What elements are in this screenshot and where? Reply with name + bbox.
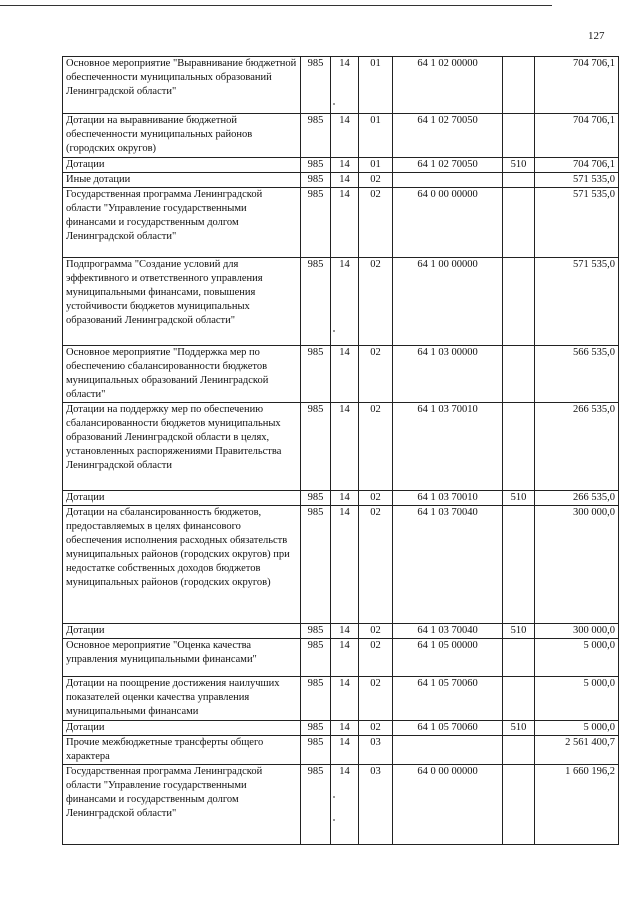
subsection-code-cell: 01: [359, 114, 393, 158]
expense-type-cell: [503, 188, 535, 258]
page-number: 127: [588, 30, 605, 42]
row-name-cell: Основное мероприятие "Выравнивание бюджетной обеспеченности муниципальных образований Ленинградской области": [63, 57, 301, 114]
expense-type-cell: [503, 736, 535, 765]
section-code-cell: 14: [331, 506, 359, 624]
subsection-code-cell: 01: [359, 57, 393, 114]
target-article-cell: 64 1 02 70050: [393, 114, 503, 158]
ministry-code-cell: 985: [301, 677, 331, 721]
table-row: [63, 173, 619, 188]
section-code-cell: 14: [331, 158, 359, 173]
table-row: [63, 188, 619, 258]
amount-cell: 571 535,0: [535, 188, 619, 258]
section-code-cell: 14: [331, 258, 359, 346]
table-row: [63, 258, 619, 346]
section-code-cell: 14: [331, 114, 359, 158]
amount-cell: 704 706,1: [535, 114, 619, 158]
row-name-cell: Основное мероприятие "Поддержка мер по обеспечению сбалансированности бюджетов муниципальных образований Ленинградской области": [63, 346, 301, 403]
expense-type-cell: 510: [503, 624, 535, 639]
ministry-code-cell: 985: [301, 506, 331, 624]
target-article-cell: 64 1 03 70040: [393, 506, 503, 624]
target-article-cell: 64 1 03 00000: [393, 346, 503, 403]
target-article-cell: [393, 736, 503, 765]
row-name-cell: Государственная программа Ленинградской области "Управление государственными финансами и государственным долгом Ленинградской области": [63, 188, 301, 258]
scan-speck: [333, 796, 335, 798]
amount-cell: 571 535,0: [535, 173, 619, 188]
amount-cell: 5 000,0: [535, 721, 619, 736]
target-article-cell: 64 1 02 00000: [393, 57, 503, 114]
target-article-cell: 64 0 00 00000: [393, 765, 503, 845]
subsection-code-cell: 02: [359, 491, 393, 506]
ministry-code-cell: 985: [301, 639, 331, 677]
section-code-cell: 14: [331, 188, 359, 258]
ministry-code-cell: 985: [301, 403, 331, 491]
section-code-cell: 14: [331, 57, 359, 114]
row-name-cell: Дотации на сбалансированность бюджетов, предоставляемых в целях финансового обеспечения исполнения расходных обязательств муниципальных районов (городских округов) при недостатке собственных доходов бюджетов муниципальных районов (городских округов): [63, 506, 301, 624]
section-code-cell: 14: [331, 403, 359, 491]
table-row: [63, 765, 619, 845]
table-row: [63, 114, 619, 158]
target-article-cell: 64 1 03 70010: [393, 491, 503, 506]
row-name-cell: Основное мероприятие "Оценка качества управления муниципальными финансами": [63, 639, 301, 677]
ministry-code-cell: 985: [301, 258, 331, 346]
amount-cell: 571 535,0: [535, 258, 619, 346]
row-name-cell: Дотации: [63, 721, 301, 736]
row-name-cell: Иные дотации: [63, 173, 301, 188]
amount-cell: 300 000,0: [535, 506, 619, 624]
amount-cell: 704 706,1: [535, 158, 619, 173]
target-article-cell: 64 1 05 70060: [393, 677, 503, 721]
table-body: [63, 57, 619, 845]
expense-type-cell: [503, 639, 535, 677]
table-row: [63, 639, 619, 677]
row-name-cell: Дотации: [63, 158, 301, 173]
table-row: [63, 721, 619, 736]
section-code-cell: 14: [331, 173, 359, 188]
scan-speck: [333, 103, 335, 105]
row-name-cell: Государственная программа Ленинградской области "Управление государственными финансами и государственным долгом Ленинградской области": [63, 765, 301, 845]
subsection-code-cell: 02: [359, 506, 393, 624]
expense-type-cell: 510: [503, 491, 535, 506]
ministry-code-cell: 985: [301, 721, 331, 736]
section-code-cell: 14: [331, 765, 359, 845]
row-name-cell: Прочие межбюджетные трансферты общего характера: [63, 736, 301, 765]
ministry-code-cell: 985: [301, 736, 331, 765]
section-code-cell: 14: [331, 721, 359, 736]
subsection-code-cell: 03: [359, 765, 393, 845]
expense-type-cell: [503, 57, 535, 114]
table-row: [63, 677, 619, 721]
ministry-code-cell: 985: [301, 346, 331, 403]
target-article-cell: 64 1 02 70050: [393, 158, 503, 173]
table-row: [63, 346, 619, 403]
amount-cell: 300 000,0: [535, 624, 619, 639]
expense-type-cell: [503, 403, 535, 491]
expense-type-cell: 510: [503, 721, 535, 736]
row-name-cell: Дотации на поощрение достижения наилучших показателей оценки качества управления муниципальными финансами: [63, 677, 301, 721]
subsection-code-cell: 01: [359, 158, 393, 173]
expense-type-cell: 510: [503, 158, 535, 173]
subsection-code-cell: 02: [359, 258, 393, 346]
subsection-code-cell: 02: [359, 346, 393, 403]
section-code-cell: 14: [331, 346, 359, 403]
expense-type-cell: [503, 765, 535, 845]
row-name-cell: Дотации на поддержку мер по обеспечению сбалансированности бюджетов муниципальных образований Ленинградской области в целях, установленных распоряжениями Правительства Ленинградской области: [63, 403, 301, 491]
section-code-cell: 14: [331, 677, 359, 721]
ministry-code-cell: 985: [301, 765, 331, 845]
ministry-code-cell: 985: [301, 188, 331, 258]
table-row: [63, 158, 619, 173]
target-article-cell: 64 1 05 00000: [393, 639, 503, 677]
section-code-cell: 14: [331, 736, 359, 765]
subsection-code-cell: 02: [359, 721, 393, 736]
row-name-cell: Дотации: [63, 624, 301, 639]
ministry-code-cell: 985: [301, 114, 331, 158]
expense-type-cell: [503, 346, 535, 403]
table-row: [63, 57, 619, 114]
expense-type-cell: [503, 114, 535, 158]
amount-cell: 266 535,0: [535, 403, 619, 491]
amount-cell: 5 000,0: [535, 677, 619, 721]
subsection-code-cell: 02: [359, 639, 393, 677]
target-article-cell: 64 0 00 00000: [393, 188, 503, 258]
amount-cell: 704 706,1: [535, 57, 619, 114]
table-row: [63, 491, 619, 506]
table-row: [63, 736, 619, 765]
table-row: [63, 506, 619, 624]
subsection-code-cell: 02: [359, 173, 393, 188]
amount-cell: 566 535,0: [535, 346, 619, 403]
amount-cell: 1 660 196,2: [535, 765, 619, 845]
ministry-code-cell: 985: [301, 158, 331, 173]
section-code-cell: 14: [331, 639, 359, 677]
amount-cell: 2 561 400,7: [535, 736, 619, 765]
table-row: [63, 624, 619, 639]
target-article-cell: 64 1 03 70010: [393, 403, 503, 491]
subsection-code-cell: 03: [359, 736, 393, 765]
top-rule: [0, 5, 552, 6]
ministry-code-cell: 985: [301, 173, 331, 188]
row-name-cell: Дотации: [63, 491, 301, 506]
subsection-code-cell: 02: [359, 188, 393, 258]
expense-type-cell: [503, 677, 535, 721]
subsection-code-cell: 02: [359, 403, 393, 491]
target-article-cell: 64 1 03 70040: [393, 624, 503, 639]
expense-type-cell: [503, 173, 535, 188]
target-article-cell: [393, 173, 503, 188]
scan-speck: [333, 819, 335, 821]
row-name-cell: Подпрограмма "Создание условий для эффективного и ответственного управления муниципальными финансами, повышения устойчивости бюджетов муниципальных образований Ленинградской области": [63, 258, 301, 346]
subsection-code-cell: 02: [359, 677, 393, 721]
expense-type-cell: [503, 506, 535, 624]
budget-table: [62, 56, 619, 845]
ministry-code-cell: 985: [301, 57, 331, 114]
amount-cell: 266 535,0: [535, 491, 619, 506]
row-name-cell: Дотации на выравнивание бюджетной обеспеченности муниципальных районов (городских округов): [63, 114, 301, 158]
target-article-cell: 64 1 05 70060: [393, 721, 503, 736]
section-code-cell: 14: [331, 491, 359, 506]
target-article-cell: 64 1 00 00000: [393, 258, 503, 346]
section-code-cell: 14: [331, 624, 359, 639]
amount-cell: 5 000,0: [535, 639, 619, 677]
ministry-code-cell: 985: [301, 624, 331, 639]
table-row: [63, 403, 619, 491]
ministry-code-cell: 985: [301, 491, 331, 506]
scan-speck: [333, 330, 335, 332]
expense-type-cell: [503, 258, 535, 346]
subsection-code-cell: 02: [359, 624, 393, 639]
